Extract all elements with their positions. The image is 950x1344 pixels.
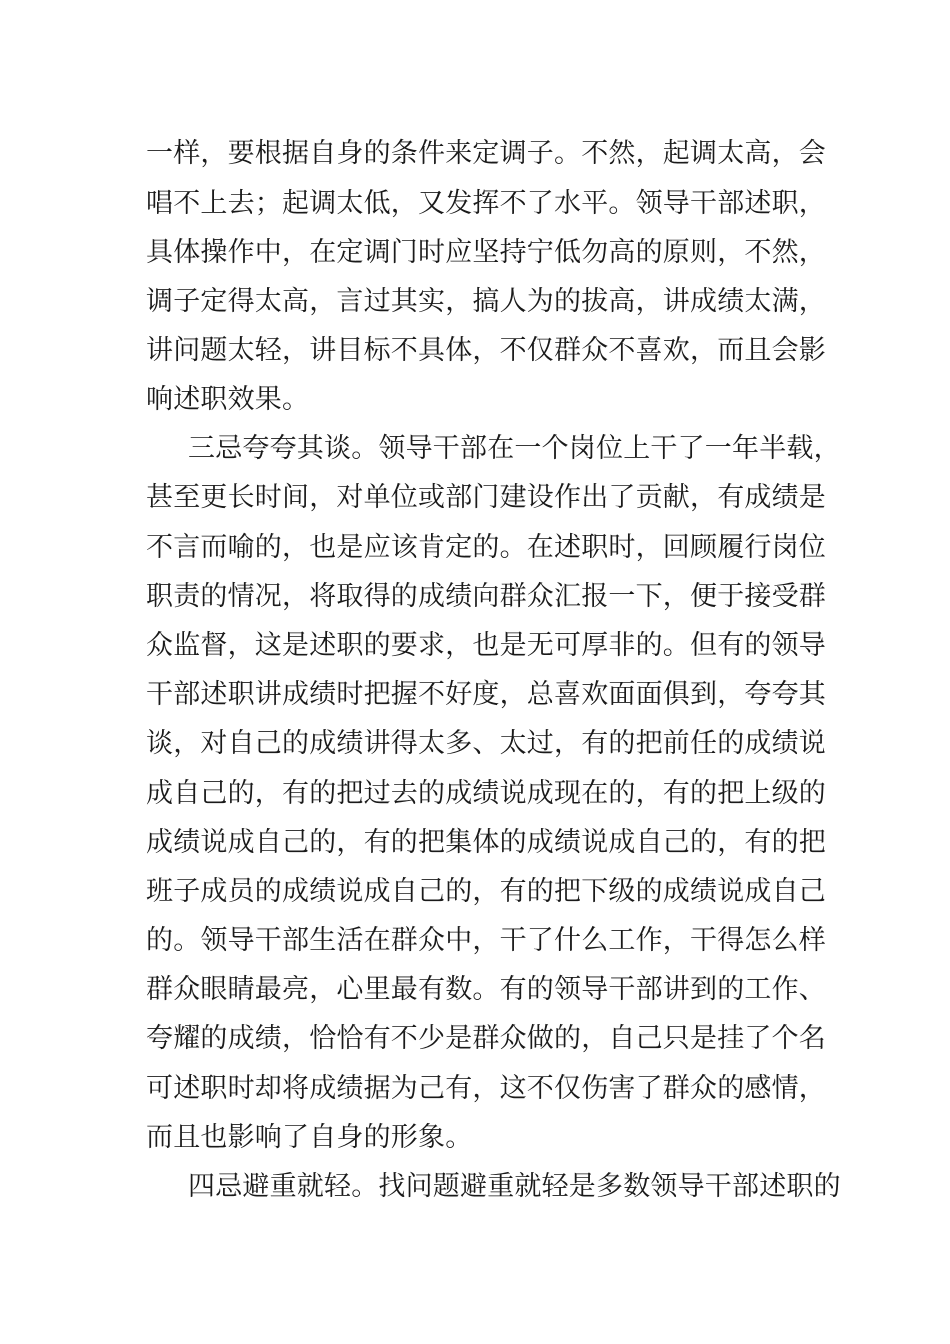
paragraph-line: 响述职效果。 [146,384,310,415]
paragraph-line: 谈，对自己的成绩讲得太多、太过，有的把前任的成绩说 [146,728,826,759]
paragraph-line: 调子定得太高，言过其实，搞人为的拔高，讲成绩太满， [146,286,826,317]
paragraph-line: 的。领导干部生活在群众中，干了什么工作，干得怎么样 [146,925,826,956]
paragraph-line: 而且也影响了自身的形象。 [146,1122,473,1153]
paragraph-line: 甚至更长时间，对单位或部门建设作出了贡献，有成绩是 [146,482,826,513]
paragraph-line: 一样，要根据自身的条件来定调子。不然，起调太高，会 [146,138,826,169]
paragraph-line: 具体操作中，在定调门时应坚持宁低勿高的原则，不然， [146,237,826,268]
paragraph-line: 群众眼睛最亮，心里最有数。有的领导干部讲到的工作、 [146,974,826,1005]
paragraph-line: 夸耀的成绩，恰恰有不少是群众做的，自己只是挂了个名 [146,1023,826,1054]
paragraph-line: 三忌夸夸其谈。领导干部在一个岗位上干了一年半载， [188,433,841,464]
paragraph-line: 讲问题太轻，讲目标不具体，不仅群众不喜欢，而且会影 [146,335,826,366]
paragraph-line: 班子成员的成绩说成自己的，有的把下级的成绩说成自己 [146,876,826,907]
paragraph-line: 成自己的，有的把过去的成绩说成现在的，有的把上级的 [146,778,826,809]
paragraph-line: 成绩说成自己的，有的把集体的成绩说成自己的，有的把 [146,827,826,858]
paragraph-line: 四忌避重就轻。找问题避重就轻是多数领导干部述职的 [188,1171,841,1202]
paragraph-line: 不言而喻的，也是应该肯定的。在述职时，回顾履行岗位 [146,532,826,563]
paragraph-line: 干部述职讲成绩时把握不好度，总喜欢面面俱到，夸夸其 [146,679,826,710]
paragraph-line: 众监督，这是述职的要求，也是无可厚非的。但有的领导 [146,630,826,661]
paragraph-line: 可述职时却将成绩据为己有，这不仅伤害了群众的感情， [146,1073,826,1104]
paragraph-line: 职责的情况，将取得的成绩向群众汇报一下，便于接受群 [146,581,826,612]
paragraph-line: 唱不上去；起调太低，又发挥不了水平。领导干部述职， [146,188,826,219]
